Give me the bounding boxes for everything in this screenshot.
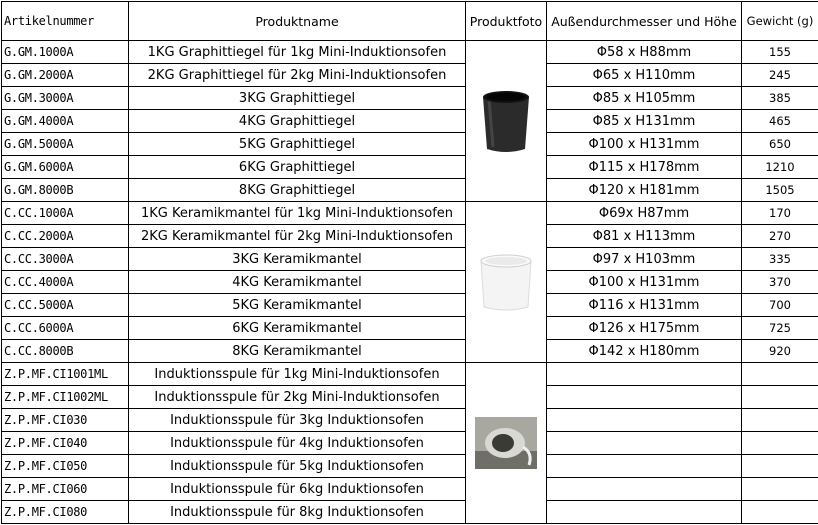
dimensions-cell: Φ115 x H178mm <box>547 156 742 179</box>
product-name-cell: 2KG Keramikmantel für 2kg Mini-Induktionsofen <box>129 225 466 248</box>
product-name-cell: Induktionsspule für 5kg Induktionsofen <box>129 455 466 478</box>
table-row <box>2 133 818 156</box>
weight-cell <box>742 432 818 455</box>
article-number-cell: G.GM.3000A <box>2 87 129 110</box>
article-number-cell: Z.P.MF.CI030 <box>2 409 129 432</box>
table-row <box>2 41 818 64</box>
weight-cell: 370 <box>742 271 818 294</box>
article-number-cell: C.CC.8000B <box>2 340 129 363</box>
table-row <box>2 248 818 271</box>
dimensions-cell <box>547 363 742 386</box>
weight-cell: 650 <box>742 133 818 156</box>
table-row <box>2 179 818 202</box>
product-name-cell: 8KG Graphittiegel <box>129 179 466 202</box>
product-name-cell: 3KG Keramikmantel <box>129 248 466 271</box>
article-number-cell: Z.P.MF.CI040 <box>2 432 129 455</box>
weight-cell: 1505 <box>742 179 818 202</box>
dimensions-cell <box>547 478 742 501</box>
dimensions-cell: Φ126 x H175mm <box>547 317 742 340</box>
header-product-photo: Produktfoto <box>466 2 547 41</box>
dimensions-cell <box>547 409 742 432</box>
weight-cell <box>742 501 818 524</box>
weight-cell: 245 <box>742 64 818 87</box>
dimensions-cell: Φ97 x H103mm <box>547 248 742 271</box>
dimensions-cell: Φ120 x H181mm <box>547 179 742 202</box>
weight-cell: 385 <box>742 87 818 110</box>
article-number-cell: Z.P.MF.CI080 <box>2 501 129 524</box>
dimensions-cell: Φ116 x H131mm <box>547 294 742 317</box>
header-dimensions: Außendurchmesser und Höhe <box>547 2 742 41</box>
product-name-cell: Induktionsspule für 2kg Mini-Induktionsofen <box>129 386 466 409</box>
product-name-cell: 1KG Keramikmantel für 1kg Mini-Induktionsofen <box>129 202 466 225</box>
product-name-cell: 5KG Keramikmantel <box>129 294 466 317</box>
product-name-cell: 5KG Graphittiegel <box>129 133 466 156</box>
article-number-cell: G.GM.2000A <box>2 64 129 87</box>
table-row <box>2 202 818 225</box>
product-name-cell: 4KG Graphittiegel <box>129 110 466 133</box>
table-row <box>2 455 818 478</box>
weight-cell <box>742 363 818 386</box>
table-row <box>2 478 818 501</box>
weight-cell: 155 <box>742 41 818 64</box>
induction-coil-photo <box>466 363 547 524</box>
ceramic-jacket-photo <box>466 202 547 363</box>
header-weight: Gewicht (g) <box>742 2 818 41</box>
dimensions-cell <box>547 501 742 524</box>
product-table <box>1 1 818 524</box>
dimensions-cell <box>547 386 742 409</box>
table-body <box>2 41 818 524</box>
dimensions-cell: Φ81 x H113mm <box>547 225 742 248</box>
weight-cell <box>742 455 818 478</box>
dimensions-cell: Φ85 x H105mm <box>547 87 742 110</box>
weight-cell: 270 <box>742 225 818 248</box>
table-row <box>2 317 818 340</box>
table-row <box>2 64 818 87</box>
article-number-cell: C.CC.3000A <box>2 248 129 271</box>
dimensions-cell: Φ85 x H131mm <box>547 110 742 133</box>
dimensions-cell <box>547 432 742 455</box>
article-number-cell: C.CC.1000A <box>2 202 129 225</box>
weight-cell: 725 <box>742 317 818 340</box>
article-number-cell: G.GM.5000A <box>2 133 129 156</box>
article-number-cell: C.CC.6000A <box>2 317 129 340</box>
dimensions-cell: Φ100 x H131mm <box>547 271 742 294</box>
table-row <box>2 294 818 317</box>
weight-cell: 335 <box>742 248 818 271</box>
header-article-number: Artikelnummer <box>2 2 129 41</box>
table-row <box>2 340 818 363</box>
header-row <box>2 2 818 41</box>
article-number-cell: G.GM.8000B <box>2 179 129 202</box>
weight-cell: 700 <box>742 294 818 317</box>
table-row <box>2 225 818 248</box>
product-name-cell: Induktionsspule für 1kg Mini-Induktionsofen <box>129 363 466 386</box>
product-name-cell: 4KG Keramikmantel <box>129 271 466 294</box>
weight-cell: 920 <box>742 340 818 363</box>
article-number-cell: C.CC.4000A <box>2 271 129 294</box>
article-number-cell: G.GM.4000A <box>2 110 129 133</box>
article-number-cell: Z.P.MF.CI060 <box>2 478 129 501</box>
product-name-cell: 6KG Graphittiegel <box>129 156 466 179</box>
weight-cell <box>742 386 818 409</box>
table-row <box>2 432 818 455</box>
table-row <box>2 386 818 409</box>
dimensions-cell: Φ65 x H110mm <box>547 64 742 87</box>
dimensions-cell <box>547 455 742 478</box>
article-number-cell: Z.P.MF.CI050 <box>2 455 129 478</box>
weight-cell: 170 <box>742 202 818 225</box>
dimensions-cell: Φ100 x H131mm <box>547 133 742 156</box>
graphite-crucible-photo <box>466 41 547 202</box>
dimensions-cell: Φ58 x H88mm <box>547 41 742 64</box>
table-row <box>2 363 818 386</box>
product-name-cell: 1KG Graphittiegel für 1kg Mini-Induktionsofen <box>129 41 466 64</box>
product-name-cell: Induktionsspule für 6kg Induktionsofen <box>129 478 466 501</box>
product-name-cell: 8KG Keramikmantel <box>129 340 466 363</box>
header-product-name: Produktname <box>129 2 466 41</box>
table-row <box>2 409 818 432</box>
table-row <box>2 156 818 179</box>
table-row <box>2 271 818 294</box>
table-row <box>2 110 818 133</box>
article-number-cell: C.CC.2000A <box>2 225 129 248</box>
product-name-cell: 6KG Keramikmantel <box>129 317 466 340</box>
product-name-cell: 2KG Graphittiegel für 2kg Mini-Induktionsofen <box>129 64 466 87</box>
article-number-cell: C.CC.5000A <box>2 294 129 317</box>
dimensions-cell: Φ69x H87mm <box>547 202 742 225</box>
article-number-cell: Z.P.MF.CI1001ML <box>2 363 129 386</box>
article-number-cell: G.GM.1000A <box>2 41 129 64</box>
product-name-cell: Induktionsspule für 4kg Induktionsofen <box>129 432 466 455</box>
product-name-cell: Induktionsspule für 8kg Induktionsofen <box>129 501 466 524</box>
article-number-cell: G.GM.6000A <box>2 156 129 179</box>
weight-cell <box>742 478 818 501</box>
weight-cell <box>742 409 818 432</box>
product-name-cell: Induktionsspule für 3kg Induktionsofen <box>129 409 466 432</box>
table-row <box>2 87 818 110</box>
article-number-cell: Z.P.MF.CI1002ML <box>2 386 129 409</box>
dimensions-cell: Φ142 x H180mm <box>547 340 742 363</box>
product-table-sheet <box>1 1 817 524</box>
product-name-cell: 3KG Graphittiegel <box>129 87 466 110</box>
weight-cell: 465 <box>742 110 818 133</box>
table-row <box>2 501 818 524</box>
weight-cell: 1210 <box>742 156 818 179</box>
